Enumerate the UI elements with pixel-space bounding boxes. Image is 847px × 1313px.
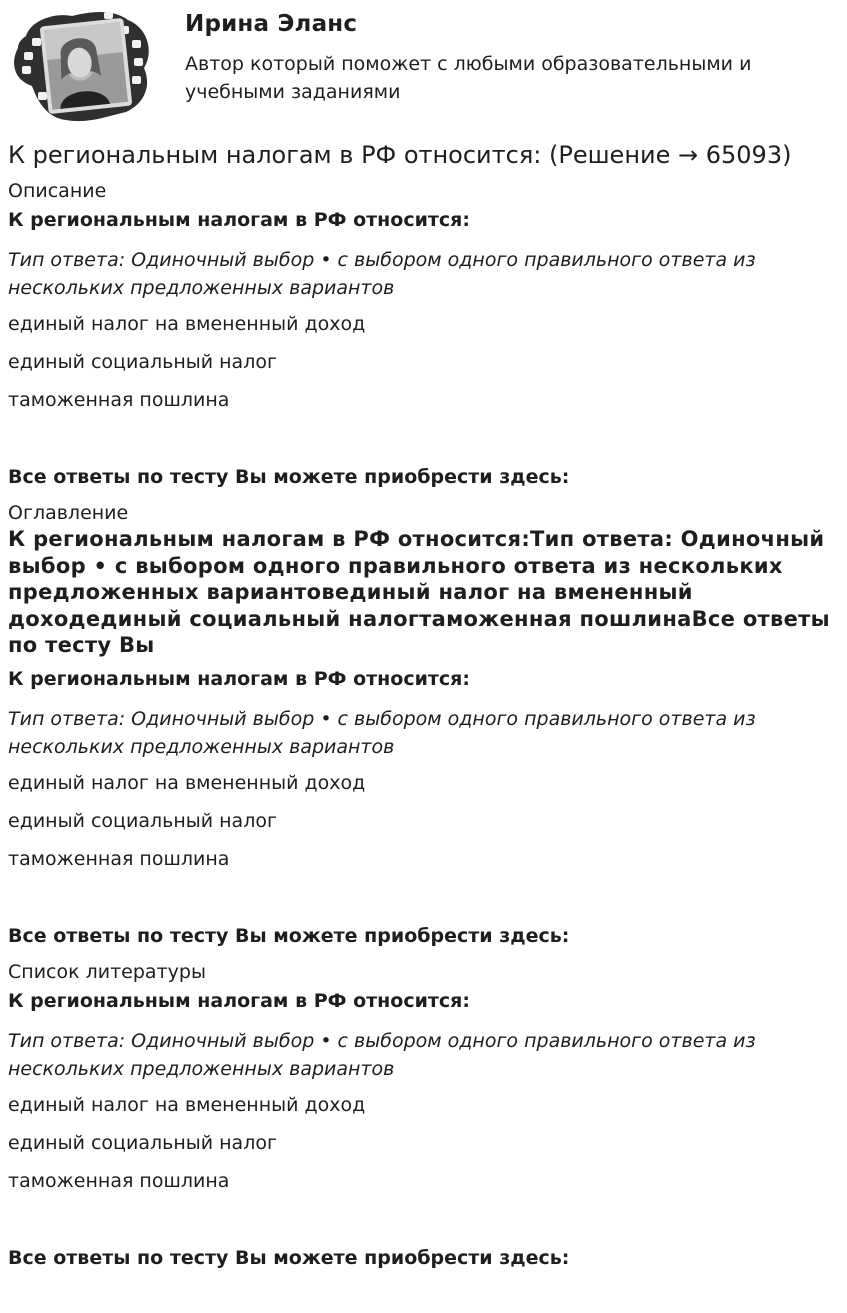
question-title: К региональным налогам в РФ относится: bbox=[8, 209, 470, 231]
answer-option: таможенная пошлина bbox=[8, 847, 230, 870]
buy-answers-text: Все ответы по тесту Вы можете приобрести здесь: bbox=[8, 924, 570, 947]
section-label: Оглавление bbox=[8, 502, 129, 524]
answer-option: единый социальный налог bbox=[8, 1131, 277, 1154]
section-label: Описание bbox=[8, 180, 107, 202]
question-title: К региональным налогам в РФ относится: bbox=[8, 667, 470, 690]
toc-heading: К региональным налогам в РФ относится:Тип ответа: Одиночный выбор • с выбором одного правильного ответа из нескольких предложенных вариантовединый налог на вмененный доходединый социальный налогтаможенная пошлинаВсе ответы по тесту Вы bbox=[8, 527, 830, 658]
answer-type: Тип ответа: Одиночный выбор • с выбором одного правильного ответа из нескольких предложенных вариантов bbox=[8, 249, 756, 299]
answer-option: таможенная пошлина bbox=[8, 1169, 230, 1192]
answer-type: Тип ответа: Одиночный выбор • с выбором одного правильного ответа из нескольких предложенных вариантов bbox=[8, 707, 756, 758]
section-bibliography bbox=[8, 960, 838, 1270]
section-toc bbox=[8, 501, 838, 948]
buy-answers-text: Все ответы по тесту Вы можете приобрести здесь: bbox=[8, 466, 570, 488]
author-description: Автор который поможет с любыми образовательными и учебными заданиями bbox=[185, 53, 752, 103]
film-strip-frame-avatar-icon bbox=[8, 8, 150, 126]
answer-option: единый налог на вмененный доход bbox=[8, 1093, 366, 1116]
main-content bbox=[8, 140, 838, 1282]
answer-option: единый налог на вмененный доход bbox=[8, 771, 366, 794]
avatar bbox=[8, 8, 150, 126]
answer-option: единый социальный налог bbox=[8, 809, 277, 832]
page-title: К региональным налогам в РФ относится: (Решение → 65093) bbox=[8, 141, 792, 169]
answer-option: единый налог на вмененный доход bbox=[8, 313, 366, 335]
answer-option: единый социальный налог bbox=[8, 351, 277, 373]
buy-answers-text: Все ответы по тесту Вы можете приобрести здесь: bbox=[8, 1246, 570, 1269]
question-title: К региональным налогам в РФ относится: bbox=[8, 989, 470, 1012]
answer-type: Тип ответа: Одиночный выбор • с выбором одного правильного ответа из нескольких предложенных вариантов bbox=[8, 1029, 756, 1080]
section-description bbox=[8, 179, 838, 489]
author-header bbox=[8, 8, 838, 126]
section-label: Список литературы bbox=[8, 960, 206, 983]
author-name: Ирина Эланс bbox=[185, 11, 358, 37]
answer-option: таможенная пошлина bbox=[8, 389, 230, 411]
